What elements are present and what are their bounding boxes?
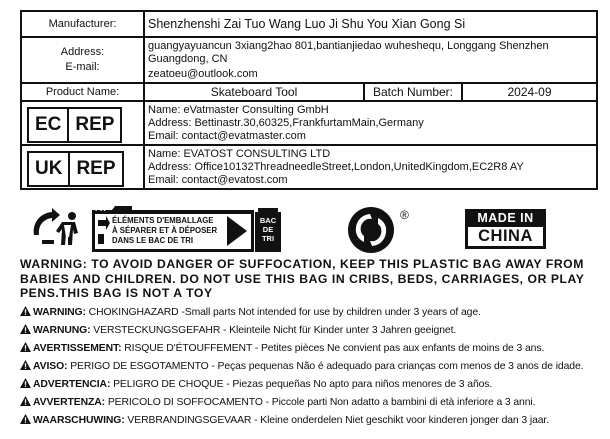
- registered-mark: ®: [400, 208, 409, 222]
- uk-rep-symbol: [21, 145, 144, 189]
- warning-label: AVERTISSEMENT:: [33, 343, 122, 355]
- ec-rep-badge: [27, 107, 122, 143]
- triman-icon: [28, 207, 84, 247]
- green-dot-icon: [346, 206, 396, 254]
- warning-label: WARNING:: [33, 307, 86, 319]
- manufacturer-email: zeatoeu@outlook.com: [148, 67, 258, 80]
- fr-line1: ÉLÉMENTS D'EMBALLAGE: [112, 216, 214, 225]
- warning-triangle-icon: [20, 306, 31, 316]
- warning-text: VERSTECKUNGSGEFAHR - Kleinteile Nicht für Kinder unter 3 Jahren geeignet.: [90, 325, 457, 337]
- manufacturer-label: Manufacturer:: [21, 11, 144, 37]
- warning-triangle-icon: [20, 360, 31, 370]
- fr-line3: DANS LE BAC DE TRI: [112, 236, 194, 245]
- warning-triangle-icon: [20, 414, 31, 424]
- warning-triangle-icon: [20, 324, 31, 334]
- warning-text: PELIGRO DE CHOQUE - Piezas pequeñas No apto para niños menores de 3 años.: [110, 379, 493, 391]
- warning-label: AVISO:: [33, 361, 68, 373]
- french-sorting-label: [92, 206, 282, 252]
- bin-line1: BAC: [259, 216, 277, 225]
- address-value: [144, 37, 597, 83]
- made-in-china-logo: [465, 209, 546, 249]
- batch-label: Batch Number:: [364, 83, 462, 101]
- warning-label: WARNUNG:: [33, 325, 91, 337]
- product-label: Product Name:: [21, 83, 144, 101]
- warning-triangle-icon: [20, 378, 31, 388]
- bin-line3: TRI: [261, 234, 275, 243]
- warning-line-pt: [20, 360, 583, 372]
- warning-line-es: [20, 378, 492, 390]
- china-text: CHINA: [468, 227, 543, 246]
- rep-text: REP: [67, 109, 120, 141]
- warning-text: PERICOLO DI SOFFOCAMENTO - Piccole parti Non adatto a bambini di età inferiore a 3 anni.: [105, 397, 536, 409]
- fold-arrow-icon: [96, 216, 110, 246]
- ec-text: EC: [35, 114, 62, 135]
- fr-badge: FR: [95, 204, 106, 213]
- address-line1: guangyayuancun 3xiang2hao 801,bantianjiedao wuheshequ, Longgang Shenzhen: [148, 39, 549, 52]
- warning-text: RISQUE D'ÉTOUFFEMENT - Petites pièces Ne convient pas aux enfants de moins de 3 ans.: [121, 343, 545, 355]
- uk-rep-badge: [27, 151, 124, 187]
- address-line2: Guangdong, CN: [148, 52, 228, 65]
- uk-rep-address: Address: Office10132ThreadneedleStreet,London,UnitedKingdom,EC2R8 AY: [148, 160, 524, 173]
- address-label: Address:: [60, 46, 105, 58]
- ec-rep-email: Email: contact@evatmaster.com: [148, 129, 306, 142]
- manufacturer-value: Shenzhenshi Zai Tuo Wang Luo Ji Shu You Xian Gong Si: [144, 11, 597, 37]
- warning-label: WAARSCHUWING:: [33, 415, 125, 427]
- email-label: E-mail:: [65, 61, 100, 73]
- warning-line-en: [20, 306, 481, 318]
- bin-label: [255, 216, 281, 243]
- warning-line-fr: [20, 342, 544, 354]
- product-value: Skateboard Tool: [144, 83, 364, 101]
- uk-rep-email: Email: contact@evatost.com: [148, 173, 288, 186]
- rep-text: REP: [68, 153, 121, 185]
- made-in-text: MADE IN: [477, 211, 534, 225]
- info-table: [20, 10, 598, 190]
- address-email-labels: [21, 37, 144, 83]
- warning-text: CHOKINGHAZARD -Small parts Not intended for use by children under 3 years of age.: [85, 307, 481, 319]
- uk-rep-details: [144, 145, 597, 189]
- suffocation-warning: WARNING: TO AVOID DANGER OF SUFFOCATION, KEEP THIS PLASTIC BAG AWAY FROM BABIES AND CHILDREN. DO NOT USE THIS BAG IN CRIBS, BEDS, CARRIAGES, OR PLAY PENS.THIS BAG IS NOT A TOY: [20, 257, 585, 301]
- warning-triangle-icon: [20, 396, 31, 406]
- warning-line-nl: [20, 414, 549, 426]
- warning-line-it: [20, 396, 535, 408]
- batch-value: 2024-09: [462, 83, 597, 101]
- fr-text: [112, 216, 217, 246]
- warning-line-de: [20, 324, 456, 336]
- warning-label: ADVERTENCIA:: [33, 379, 111, 391]
- fr-line2: À SÉPARER ET À DÉPOSER: [112, 226, 218, 235]
- ec-rep-name: Name: eVatmaster Consulting GmbH: [148, 103, 329, 116]
- warning-text: VERBRANDINGSGEVAAR - Kleine onderdelen Niet geschikt voor kinderen jonger dan 3 jaar.: [124, 415, 550, 427]
- warning-triangle-icon: [20, 342, 31, 352]
- ec-rep-address: Address: Bettinastr.30,60325,FrankfurtamMain,Germany: [148, 116, 424, 129]
- warning-label: AVVERTENZA:: [33, 397, 106, 409]
- warning-text: PERIGO DE ESGOTAMENTO - Peças pequenas Não é adequado para crianças com menos de 3 anos de idade.: [67, 361, 584, 373]
- uk-text: UK: [35, 158, 63, 179]
- uk-rep-name: Name: EVATOST CONSULTING LTD: [148, 147, 331, 160]
- bin-line2: DE: [262, 225, 274, 234]
- ec-rep-details: [144, 101, 597, 145]
- ec-rep-symbol: [21, 101, 144, 145]
